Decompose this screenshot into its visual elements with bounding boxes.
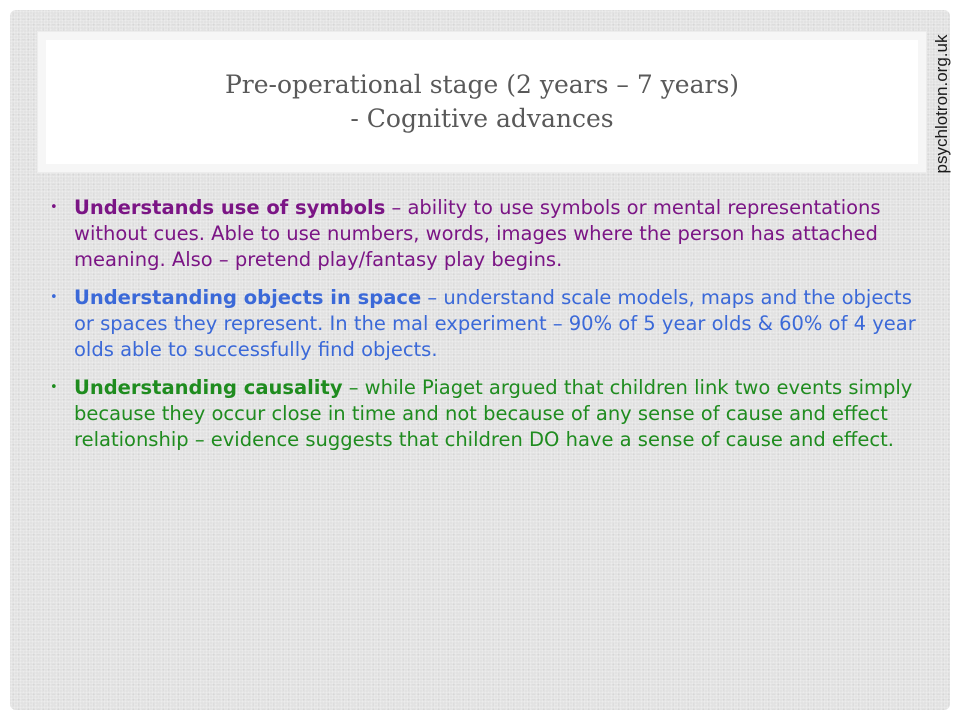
slide-title-line-2: - Cognitive advances bbox=[350, 104, 614, 133]
bullet-lead: Understanding objects in space bbox=[74, 286, 422, 309]
bullet-symbols bbox=[48, 195, 928, 273]
bullet-text: – understand scale models, maps and the objects or spaces they represent. In the mal experiment – 90% of 5 year olds & 60% of 4 year olds able to successfully find objects. bbox=[74, 286, 916, 361]
bullet-dot-icon: • bbox=[50, 380, 58, 395]
title-inner bbox=[46, 40, 918, 164]
bullet-text: – while Piaget argued that children link two events simply because they occur close in time and not because of any sense of cause and effect relationship – evidence suggests that children DO have a sense of cause and effect. bbox=[74, 376, 913, 451]
slide-title-line-1: Pre-operational stage (2 years – 7 years) bbox=[224, 70, 740, 99]
bullet-causality bbox=[48, 375, 928, 453]
bullet-dot-icon: • bbox=[50, 290, 58, 305]
bullet-objects-in-space bbox=[48, 285, 928, 363]
bullet-text: – ability to use symbols or mental representations without cues. Able to use numbers, words, images where the person has attached meaning. Also – pretend play/fantasy play begins. bbox=[74, 196, 881, 271]
watermark bbox=[926, 4, 958, 204]
bullet-lead: Understanding causality bbox=[74, 376, 343, 399]
slide bbox=[10, 10, 950, 710]
title-box bbox=[38, 32, 926, 172]
bullet-list bbox=[48, 195, 928, 465]
watermark-text: psychlotron.org.uk bbox=[932, 34, 951, 174]
bullet-dot-icon: • bbox=[50, 200, 58, 215]
bullet-lead: Understands use of symbols bbox=[74, 196, 386, 219]
